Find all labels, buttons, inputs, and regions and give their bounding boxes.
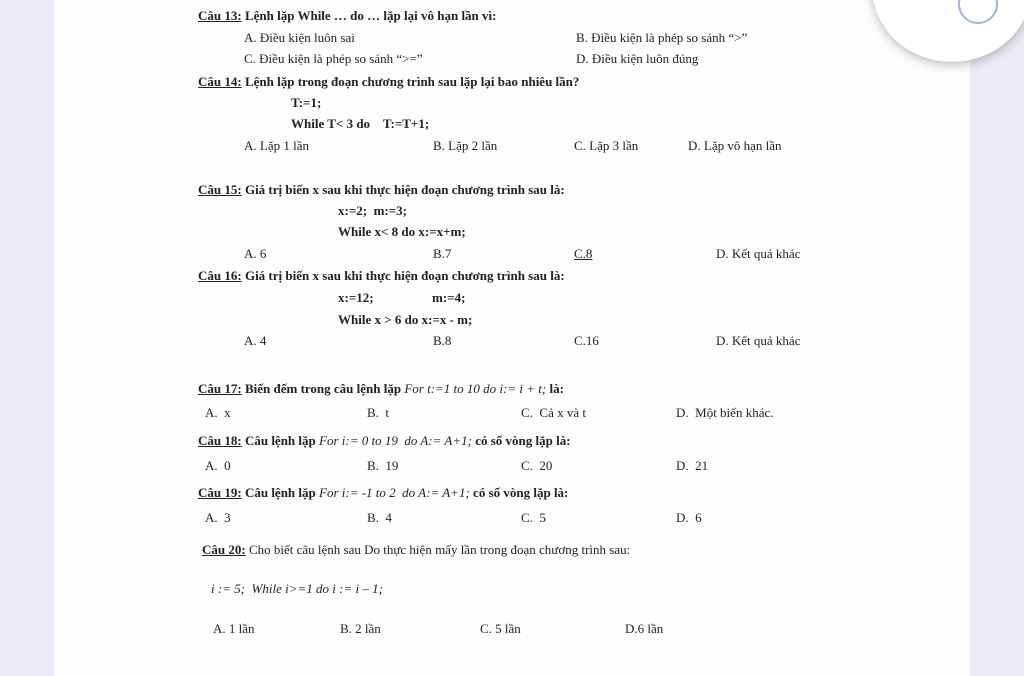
q16-option-d: D. Kết quả khác	[716, 333, 801, 348]
q14-option-d: D. Lặp vô hạn lần	[688, 138, 782, 153]
q16-option-c: C.16	[574, 333, 599, 348]
q20-option-a: A. 1 lần	[213, 621, 255, 636]
q18-option-c: C. 20	[521, 458, 553, 473]
q20-option-b: B. 2 lần	[340, 621, 381, 636]
q16-code-line-2: m:=4;	[432, 290, 466, 305]
question-14-title: Câu 14: Lệnh lặp trong đoạn chương trình sau lặp lại bao nhiêu lần?	[198, 74, 580, 89]
question-15-title: Câu 15: Giá trị biến x sau khi thực hiện đoạn chương trình sau là:	[198, 182, 565, 197]
q18-option-d: D. 21	[676, 458, 709, 473]
q14-code-line-2: While T< 3 do T:=T+1;	[291, 116, 430, 131]
q19-option-a: A. 3	[205, 510, 231, 525]
q17-option-a: A. x	[205, 405, 231, 420]
q17-option-b: B. t	[367, 405, 390, 420]
q15-code-line-1: x:=2; m:=3;	[338, 203, 407, 218]
question-17-title: Câu 17: Biến đếm trong câu lệnh lặp For t:=1 to 10 do i:= i + t; là:	[198, 381, 564, 396]
q13-option-a: A. Điều kiện luôn sai	[244, 30, 355, 45]
q19-option-c: C. 5	[521, 510, 546, 525]
question-13-title: Câu 13: Lệnh lặp While … do … lặp lại vô hạn lần vì:	[198, 8, 497, 23]
q17-option-d: D. Một biến khác.	[676, 405, 774, 420]
document-page	[54, 0, 970, 676]
question-19-title: Câu 19: Câu lệnh lặp For i:= -1 to 2 do A:= A+1; có số vòng lặp là:	[198, 485, 569, 500]
q15-option-d: D. Kết quả khác	[716, 246, 801, 261]
q15-option-c: C.8	[574, 246, 593, 261]
q16-code-line-1: x:=12;	[338, 290, 374, 305]
q14-code-line-1: T:=1;	[291, 95, 322, 110]
q16-option-a: A. 4	[244, 333, 267, 348]
q13-option-d: D. Điều kiện luôn đúng	[576, 51, 699, 66]
question-16-title: Câu 16: Giá trị biến x sau khi thực hiện đoạn chương trình sau là:	[198, 268, 565, 283]
q16-option-b: B.8	[433, 333, 452, 348]
q14-option-a: A. Lặp 1 lần	[244, 138, 309, 153]
q15-code-line-2: While x< 8 do x:=x+m;	[338, 224, 466, 239]
q15-option-b: B.7	[433, 246, 452, 261]
question-20-title: Câu 20: Cho biết câu lệnh sau Do thực hiện mấy lần trong đoạn chương trình sau:	[202, 542, 631, 557]
q13-option-b: B. Điều kiện là phép so sánh “>”	[576, 30, 748, 45]
q18-option-b: B. 19	[367, 458, 399, 473]
q20-option-d: D.6 lần	[625, 621, 664, 636]
question-18-title: Câu 18: Câu lệnh lặp For i:= 0 to 19 do A:= A+1; có số vòng lặp là:	[198, 433, 571, 448]
q17-option-c: C. Cả x và t	[521, 405, 586, 420]
q18-option-a: A. 0	[205, 458, 231, 473]
q15-option-a: A. 6	[244, 246, 267, 261]
q14-option-c: C. Lặp 3 lần	[574, 138, 639, 153]
q16-code-line-3: While x > 6 do x:=x - m;	[338, 312, 473, 327]
q20-option-c: C. 5 lần	[480, 621, 521, 636]
q19-option-d: D. 6	[676, 510, 702, 525]
q19-option-b: B. 4	[367, 510, 392, 525]
q13-option-c: C. Điều kiện là phép so sánh “>=”	[244, 51, 423, 66]
q14-option-b: B. Lặp 2 lần	[433, 138, 498, 153]
q20-code-line: i := 5; While i>=1 do i := i – 1;	[211, 581, 383, 596]
